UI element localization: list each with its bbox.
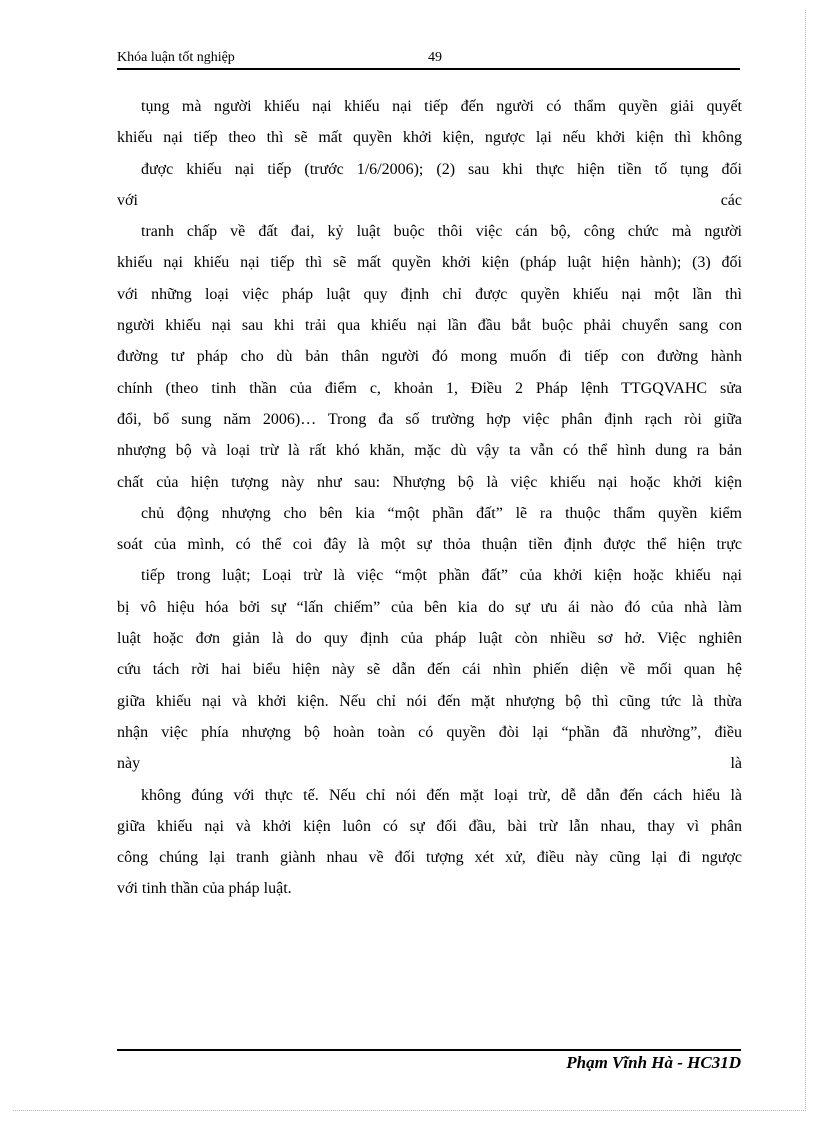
text-line: không đúng với thực tế. Nếu chỉ nói đến mặt loại trừ, dễ dẫn đến cách hiểu là	[141, 786, 742, 804]
text-line: khiếu nại tiếp theo thì sẽ mất quyền khởi kiện, ngược lại nếu khởi kiện thì không	[117, 129, 742, 147]
text-line: tranh chấp về đất đai, kỷ luật buộc thôi việc cán bộ, công chức mà người	[141, 223, 742, 241]
text-line: cứu tách rời hai biểu hiện này sẽ dẫn đến cái nhìn phiến diện về mối quan hệ	[117, 661, 742, 679]
text-line: chủ động nhượng cho bên kia “một phần đất” lẽ ra thuộc thẩm quyền kiểm	[141, 504, 742, 522]
text-line: luật hoặc đơn giản là do quy định của pháp luật còn nhiều sơ hở. Việc nghiên	[117, 630, 742, 648]
text-line: này là	[117, 755, 742, 773]
page-header	[117, 50, 740, 70]
body-text	[117, 91, 742, 905]
footer-author: Phạm Vĩnh Hà - HC31D	[566, 1053, 741, 1072]
text-line: chính (theo tinh thần của điểm c, khoản 1, Điều 2 Pháp lệnh TTGQVAHC sửa	[117, 379, 742, 397]
text-line: đường tư pháp cho dù bản thân người đó mong muốn đi tiếp con đường hành	[117, 348, 742, 366]
text-line: nhượng bộ và loại trừ là rất khó khăn, mặc dù vậy ta vẫn có thể hình dung ra bản	[117, 442, 742, 460]
text-line: bị vô hiệu hóa bởi sự “lấn chiếm” của bên kia do sự ưu ái nào đó của nhà làm	[117, 598, 742, 616]
footer-rule	[117, 1049, 741, 1051]
text-line: tụng mà người khiếu nại khiếu nại tiếp đến người có thẩm quyền giải quyết	[141, 98, 742, 115]
text-line: giữa khiếu nại và khởi kiện. Nếu chỉ nói đến mặt nhượng bộ thì cũng tức là thừa	[117, 692, 742, 710]
text-line: với tinh thần của pháp luật.	[117, 880, 292, 898]
text-line: giữa khiếu nại và khởi kiện luôn có sự đối đầu, bài trừ lẫn nhau, thay vì phân	[117, 817, 742, 835]
text-line: đổi, bổ sung năm 2006)… Trong đa số trường hợp việc phân định rạch ròi giữa	[117, 410, 742, 428]
page-number: 49	[428, 50, 442, 65]
text-line: được khiếu nại tiếp (trước 1/6/2006); (2) sau khi thực hiện tiền tố tụng đối	[141, 160, 742, 178]
text-line: với những loại việc pháp luật quy định chỉ được quyền khiếu nại một lần thì	[117, 285, 742, 303]
text-line: soát của mình, có thể coi đây là một sự thỏa thuận tiền định được thể hiện trực	[117, 536, 742, 554]
text-line: công chúng lại tranh giành nhau về đối tượng xét xử, điều này cũng lại đi ngược	[117, 849, 742, 867]
text-line: người khiếu nại sau khi trải qua khiếu nại lần đầu bắt buộc phải chuyển sang con	[117, 317, 742, 335]
text-line: tiếp trong luật; Loại trừ là việc “một phần đất” của khởi kiện hoặc khiếu nại	[141, 567, 742, 585]
text-line: với các	[117, 191, 742, 209]
text-line: chất của hiện tượng này như sau: Nhượng bộ là việc khiếu nại hoặc khởi kiện	[117, 473, 742, 491]
text-line: nhận việc phía nhượng bộ hoàn toàn có quyền đòi lại “phần đã nhường”, điều	[117, 723, 742, 741]
header-title: Khóa luận tốt nghiệp	[117, 50, 235, 65]
text-line: khiếu nại khiếu nại tiếp thì sẽ mất quyền khởi kiện (pháp luật hiện hành); (3) đối	[117, 254, 742, 272]
